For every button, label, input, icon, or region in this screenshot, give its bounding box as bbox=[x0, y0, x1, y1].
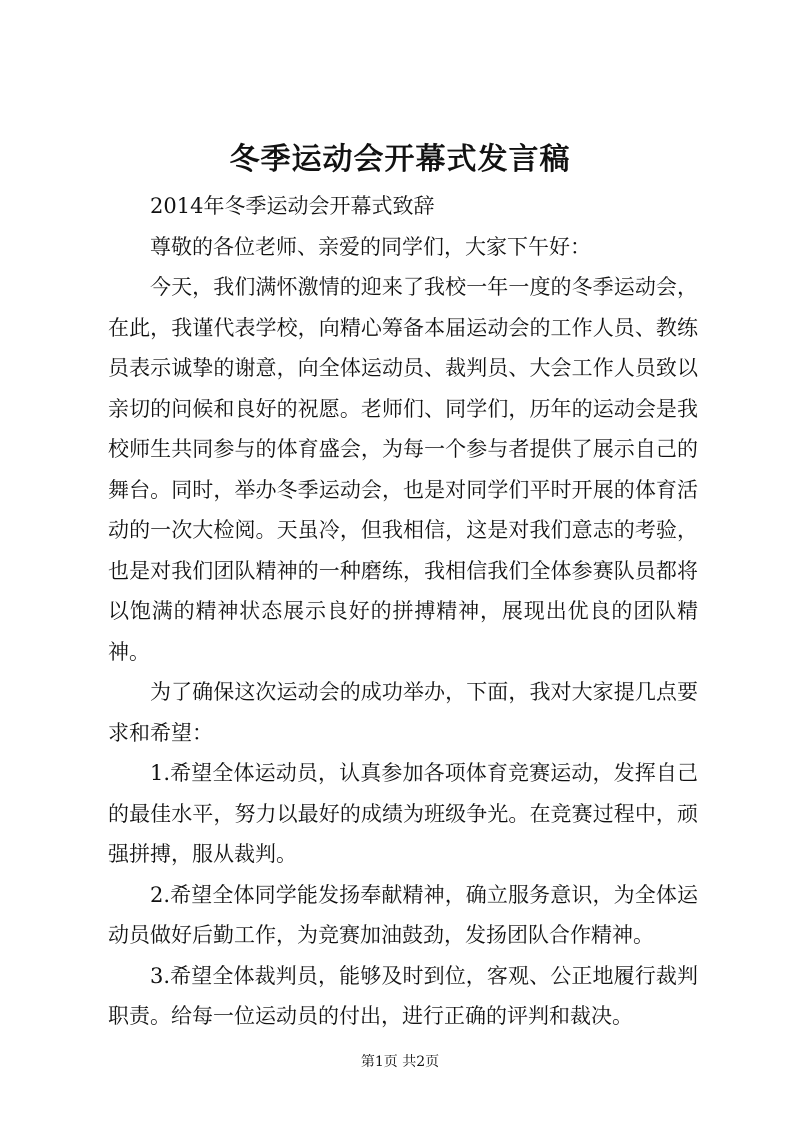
subtitle-paragraph: 2014年冬季运动会开幕式致辞 bbox=[150, 194, 435, 218]
list-item-paragraph: 1.希望全体运动员，认真参加各项体育竞赛运动，发挥自己的最佳水平，努力以最好的成绩为班级争光。在竞赛过程中，顽强拼搏，服从裁判。 bbox=[108, 761, 698, 866]
document-body bbox=[108, 186, 698, 1037]
body-paragraph: 为了确保这次运动会的成功举办，下面，我对大家提几点要求和希望： bbox=[108, 680, 698, 745]
page-footer: 第1页 共2页 bbox=[360, 1054, 440, 1070]
document-title: 冬季运动会开幕式发言稿 bbox=[229, 142, 571, 177]
list-item-paragraph: 3.希望全体裁判员，能够及时到位，客观、公正地履行裁判职责。给每一位运动员的付出，进行正确的评判和裁决。 bbox=[108, 963, 698, 1028]
list-item-paragraph: 2.希望全体同学能发扬奉献精神，确立服务意识，为全体运动员做好后勤工作，为竞赛加油鼓劲，发扬团队合作精神。 bbox=[108, 882, 698, 947]
greeting-paragraph: 尊敬的各位老师、亲爱的同学们，大家下午好： bbox=[150, 234, 591, 259]
body-paragraph: 今天，我们满怀激情的迎来了我校一年一度的冬季运动会，在此，我谨代表学校，向精心筹备本届运动会的工作人员、教练员表示诚挚的谢意，向全体运动员、裁判员、大会工作人员致以亲切的问候和良好的祝愿。老师们、同学们，历年的运动会是我校师生共同参与的体育盛会，为每一个参与者提供了展示自己的舞台。同时，举办冬季运动会，也是对同学们平时开展的体育活动的一次大检阅。天虽冷，但我相信，这是对我们意志的考验，也是对我们团队精神的一种磨练，我相信我们全体参赛队员都将以饱满的精神状态展示良好的拼搏精神，展现出优良的团队精神。 bbox=[108, 275, 698, 664]
